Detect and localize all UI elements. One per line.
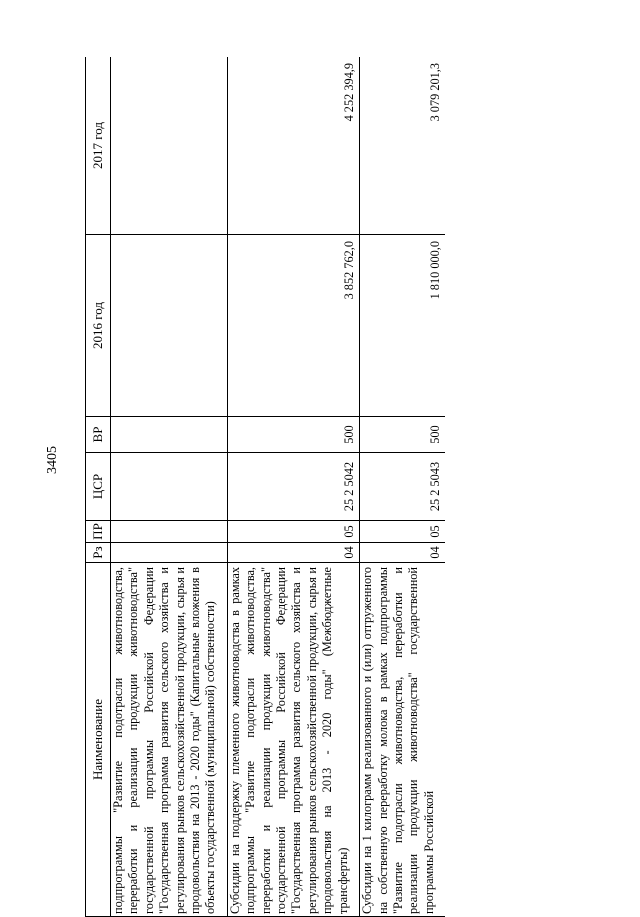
table-row <box>227 57 359 917</box>
budget-sheet <box>85 57 595 917</box>
row-2017: 4 252 394,9 <box>227 57 359 235</box>
header-pr: ПР <box>86 521 111 543</box>
table-header-row <box>86 57 111 917</box>
budget-table <box>85 57 445 917</box>
row-pr: 05 <box>360 521 446 543</box>
row-rz <box>111 543 228 563</box>
row-2016: 1 810 000,0 <box>360 235 446 417</box>
row-vr: 500 <box>360 417 446 453</box>
row-csr <box>111 453 228 521</box>
row-name: подпрограммы "Развитие подотрасли животноводства, переработки и реализации продукции животноводства" государственной программы Российской Федерации "Государственная программа развития сельского хозяйства и регулирования рынков сельскохозяйственной продукции, сырья и продовольствия на 2013 - 2020 годы" (Капитальные вложения в объекты государственной (муниципальной) собственности) <box>111 563 228 917</box>
rotated-page <box>85 57 595 917</box>
table-row <box>111 57 228 917</box>
row-rz: 04 <box>360 543 446 563</box>
row-2016 <box>111 235 228 417</box>
row-csr: 25 2 5042 <box>227 453 359 521</box>
header-2016: 2016 год <box>86 235 111 417</box>
row-2017 <box>111 57 228 235</box>
row-2017: 3 079 201,3 <box>360 57 446 235</box>
row-2016: 3 852 762,0 <box>227 235 359 417</box>
header-csr: ЦСР <box>86 453 111 521</box>
row-name: Субсидии на 1 килограмм реализованного и (или) отгруженного на собственную переработку молока в рамках подпрограммы "Развитие подотрасли животноводства, переработки и реализации продукции животноводства" государственной программы Российской <box>360 563 446 917</box>
header-vr: ВР <box>86 417 111 453</box>
row-name: Субсидии на поддержку племенного животноводства в рамках подпрограммы "Развитие подотрасли животноводства, переработки и реализации продукции животноводства" государственной программы Российской Федерации "Государственная программа развития сельского хозяйства и регулирования рынков сельскохозяйственной продукции, сырья и продовольствия на 2013 - 2020 годы" (Межбюджетные трансферты) <box>227 563 359 917</box>
table-row <box>360 57 446 917</box>
header-rz: Рз <box>86 543 111 563</box>
page-number: 3405 <box>45 446 60 474</box>
row-pr: 05 <box>227 521 359 543</box>
row-vr: 500 <box>227 417 359 453</box>
row-rz: 04 <box>227 543 359 563</box>
row-csr: 25 2 5043 <box>360 453 446 521</box>
row-vr <box>111 417 228 453</box>
header-2017: 2017 год <box>86 57 111 235</box>
header-name: Наименование <box>86 563 111 917</box>
row-pr <box>111 521 228 543</box>
